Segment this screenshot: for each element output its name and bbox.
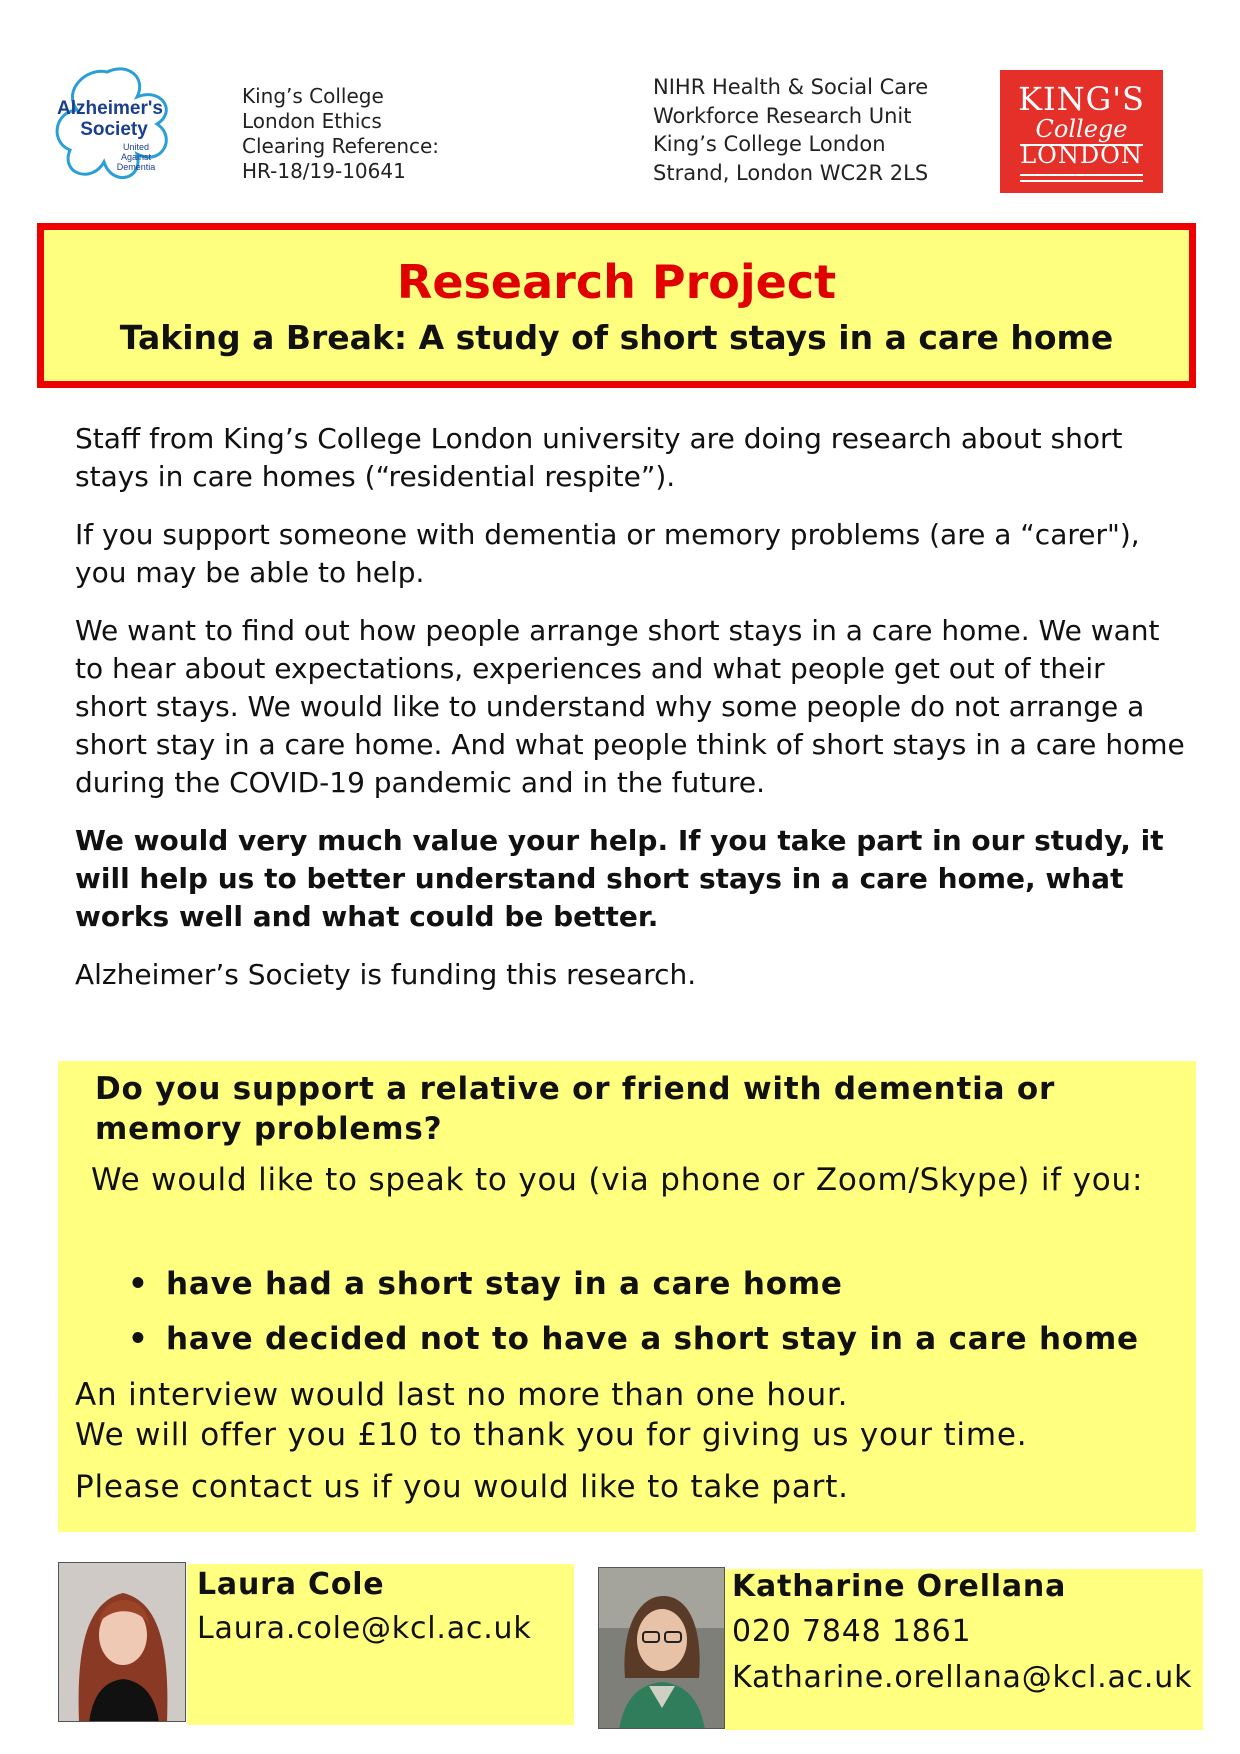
kcl-logo-rule bbox=[1020, 180, 1143, 182]
alz-logo-tag2: Against bbox=[120, 152, 152, 162]
nihr-line: Strand, London WC2R 2LS bbox=[653, 160, 929, 185]
contact-phone[interactable]: 020 7848 1861 bbox=[732, 1614, 972, 1649]
eligibility-question: Do you support a relative or friend with dementia or memory problems? bbox=[95, 1071, 1056, 1147]
incentive-offer: We will offer you £10 to thank you for giving us your time. bbox=[75, 1417, 1028, 1453]
nihr-line: King’s College London bbox=[653, 132, 886, 156]
contact-name: Laura Cole bbox=[197, 1567, 385, 1602]
page-title: Research Project bbox=[396, 255, 837, 309]
alz-logo-tag1: United bbox=[122, 142, 150, 152]
contact-name: Katharine Orellana bbox=[732, 1569, 1067, 1604]
contact-email[interactable]: Laura.cole@kcl.ac.uk bbox=[197, 1611, 532, 1646]
contact-card-katharine bbox=[725, 1569, 1203, 1730]
ethics-line: Clearing Reference: bbox=[242, 134, 440, 158]
kcl-logo-rule bbox=[1020, 174, 1143, 176]
alz-logo-tag3: Dementia bbox=[116, 162, 156, 172]
alz-logo-line2: Society bbox=[80, 119, 148, 140]
kcl-logo-line3: LONDON bbox=[1020, 141, 1143, 169]
nihr-line: Workforce Research Unit bbox=[653, 103, 912, 128]
ethics-line: HR-18/19-10641 bbox=[242, 159, 406, 183]
kcl-logo-line2: College bbox=[1035, 115, 1128, 143]
criteria-list bbox=[128, 1257, 1188, 1367]
alzheimers-society-logo bbox=[52, 62, 182, 192]
criteria-text: have decided not to have a short stay in a care home bbox=[166, 1321, 1139, 1357]
participation-box bbox=[58, 1061, 1196, 1532]
interview-duration: An interview would last no more than one hour. bbox=[75, 1377, 849, 1413]
intro-paragraph: Staff from King’s College London university are doing research about short stays in care homes (“residential respite”). bbox=[75, 422, 1123, 493]
carer-paragraph: If you support someone with dementia or memory problems (are a “carer"), you may be able to help. bbox=[75, 518, 1140, 589]
contact-email[interactable]: Katharine.orellana@kcl.ac.uk bbox=[732, 1660, 1193, 1695]
kcl-logo-line1: KING'S bbox=[1018, 80, 1145, 118]
bullet-icon: • bbox=[128, 1266, 149, 1302]
contact-prompt: Please contact us if you would like to take part. bbox=[75, 1469, 849, 1505]
page-subtitle: Taking a Break: A study of short stays in a care home bbox=[119, 318, 1114, 357]
funding-paragraph: Alzheimer’s Society is funding this research. bbox=[75, 958, 697, 991]
alz-logo-line1: Alzheimer's bbox=[57, 98, 163, 119]
participation-details bbox=[75, 1375, 1175, 1507]
title-box bbox=[37, 223, 1196, 388]
bullet-icon: • bbox=[128, 1321, 149, 1357]
ethics-line: London Ethics bbox=[242, 109, 382, 133]
value-paragraph: We would very much value your help. If you take part in our study, it will help us to better understand short stays in a care home, what works well and what could be better. bbox=[75, 824, 1164, 933]
body-text bbox=[75, 420, 1185, 1014]
kings-college-logo bbox=[1000, 70, 1163, 193]
list-item bbox=[128, 1257, 1188, 1312]
speak-statement: We would like to speak to you (via phone or Zoom/Skype) if you: bbox=[91, 1162, 1144, 1198]
criteria-text: have had a short stay in a care home bbox=[166, 1266, 843, 1302]
nihr-address bbox=[653, 73, 928, 187]
ethics-reference bbox=[242, 84, 439, 184]
ethics-line: King’s College bbox=[242, 84, 384, 108]
contact-card-laura bbox=[187, 1564, 574, 1725]
aims-paragraph: We want to find out how people arrange short stays in a care home. We want to hear about expectations, experiences and what people get out of their short stays. We would like to understand why some people do not arrange a short stay in a care home. And what people think of short stays in a care home during the COVID-19 pandemic and in the future. bbox=[75, 614, 1185, 799]
nihr-line: NIHR Health & Social Care bbox=[653, 75, 929, 99]
list-item bbox=[128, 1312, 1188, 1367]
laura-cole-photo bbox=[58, 1562, 186, 1722]
katharine-orellana-photo bbox=[598, 1567, 725, 1729]
